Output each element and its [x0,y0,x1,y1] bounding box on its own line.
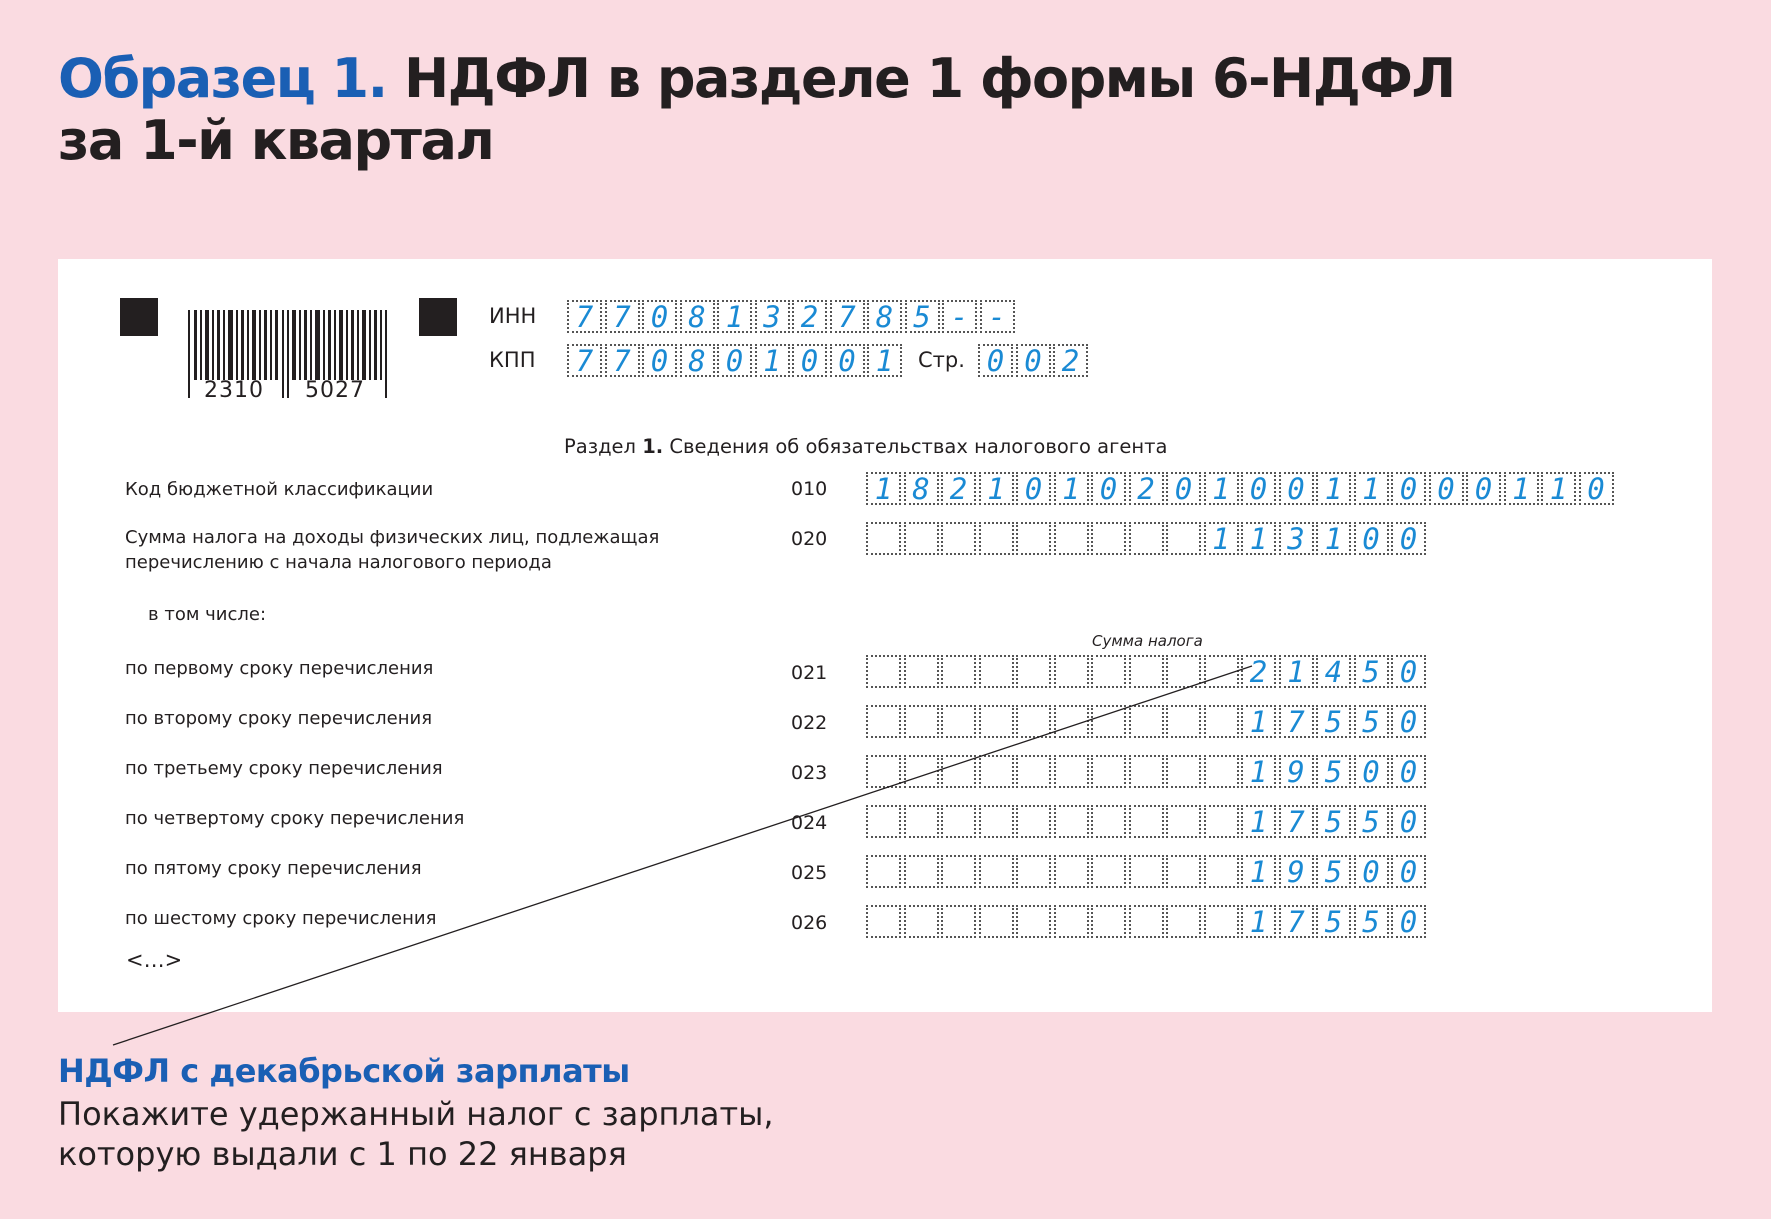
sum-label-line2: перечислению с начала налогового периода [125,552,552,573]
digit-cell[interactable]: 0 [1279,472,1314,505]
term-label: по пятому сроку перечисления [125,858,422,879]
digit-cell[interactable]: 5 [1354,905,1389,938]
digit-cell[interactable]: 2 [1129,472,1164,505]
digit-cell[interactable]: 1 [1241,755,1276,788]
digit-cell[interactable]: 1 [1204,522,1239,555]
digit-cell[interactable]: 0 [1016,472,1051,505]
digit-cell[interactable]: 0 [1091,472,1126,505]
digit-cell[interactable]: 5 [905,300,940,333]
digit-cell[interactable]: 0 [1016,344,1051,377]
digit-cell[interactable]: 7 [1279,905,1314,938]
tax-sum-note: Сумма налога [1092,632,1203,650]
digit-cell[interactable]: 9 [1279,755,1314,788]
digit-cell[interactable]: 7 [605,300,640,333]
digit-cell[interactable]: 5 [1316,755,1351,788]
digit-cell[interactable]: 7 [567,344,602,377]
barcode-number-right: 5027 [305,378,365,403]
digit-cell[interactable]: 5 [1354,655,1389,688]
digit-cell[interactable]: 1 [1316,472,1351,505]
term-code: 024 [791,812,828,834]
digit-cell[interactable]: 2 [1241,655,1276,688]
callout-text-line2: которую выдали с 1 по 22 января [58,1135,627,1173]
digit-cell[interactable]: 0 [1354,855,1389,888]
digit-cell[interactable]: 0 [1391,805,1426,838]
digit-cell[interactable]: 0 [1391,905,1426,938]
digit-cell[interactable]: 0 [1579,472,1614,505]
kpp-label: КПП [489,348,536,372]
digit-cell[interactable]: 8 [904,472,939,505]
section-title-prefix: Раздел [564,435,643,458]
sum-label-line1: Сумма налога на доходы физических лиц, подлежащая [125,527,660,548]
digit-cell[interactable]: 7 [567,300,602,333]
section-title-number: 1. [642,435,664,458]
digit-cell[interactable]: 1 [1241,905,1276,938]
kbk-label: Код бюджетной классификации [125,479,434,500]
title-accent: Образец 1. [58,47,387,110]
digit-cell[interactable]: 1 [1354,472,1389,505]
callout-title: НДФЛ с декабрьской зарплаты [58,1052,630,1090]
term-code: 026 [791,912,828,934]
digit-cell[interactable]: - [980,300,1015,333]
digit-cell[interactable]: 2 [941,472,976,505]
digit-cell[interactable]: 5 [1316,805,1351,838]
digit-cell[interactable]: 0 [1391,472,1426,505]
digit-cell[interactable]: 7 [1279,805,1314,838]
digit-cell[interactable]: 0 [717,344,752,377]
digit-cell[interactable]: 7 [830,300,865,333]
digit-cell[interactable]: 0 [978,344,1013,377]
inn-label: ИНН [489,304,537,328]
digit-cell[interactable]: 8 [867,300,902,333]
digit-cell[interactable]: 8 [680,300,715,333]
sum-code: 020 [791,528,828,550]
term-code: 023 [791,762,828,784]
digit-cell[interactable]: 0 [1429,472,1464,505]
digit-cell[interactable]: 9 [1279,855,1314,888]
kbk-code: 010 [791,478,828,500]
callout-text-line1: Покажите удержанный налог с зарплаты, [58,1095,774,1133]
section-title-rest: Сведения об обязательствах налогового агента [663,435,1168,458]
digit-cell[interactable]: 1 [1316,522,1351,555]
digit-cell[interactable]: 1 [1241,805,1276,838]
digit-cell[interactable]: 1 [979,472,1014,505]
digit-cell[interactable]: 0 [1354,522,1389,555]
digit-cell[interactable]: 5 [1354,805,1389,838]
digit-cell[interactable]: 1 [1054,472,1089,505]
digit-cell[interactable]: 5 [1316,905,1351,938]
digit-cell[interactable]: 1 [1241,855,1276,888]
digit-cell[interactable]: - [942,300,977,333]
term-label: по третьему сроку перечисления [125,758,443,779]
including-label: в том числе: [148,604,267,625]
digit-cell[interactable]: 3 [755,300,790,333]
ellipsis: <…> [126,948,183,972]
digit-cell[interactable]: 0 [792,344,827,377]
digit-cell[interactable]: 0 [1391,755,1426,788]
term-label: по шестому сроку перечисления [125,908,437,929]
digit-cell[interactable]: 1 [1541,472,1576,505]
term-label: по четвертому сроку перечисления [125,808,465,829]
term-label: по первому сроку перечисления [125,658,434,679]
digit-cell[interactable]: 1 [866,472,901,505]
digit-cell[interactable]: 1 [1241,522,1276,555]
digit-cell[interactable]: 3 [1279,522,1314,555]
digit-cell[interactable]: 0 [830,344,865,377]
digit-cell[interactable]: 7 [605,344,640,377]
digit-cell[interactable]: 0 [1391,522,1426,555]
title-main: НДФЛ в разделе 1 формы 6-НДФЛ [403,47,1455,110]
digit-cell[interactable]: 1 [755,344,790,377]
digit-cell[interactable]: 1 [1504,472,1539,505]
digit-cell[interactable]: 7 [1279,705,1314,738]
digit-cell[interactable]: 0 [1391,655,1426,688]
digit-cell[interactable]: 0 [1241,472,1276,505]
term-label: по второму сроку перечисления [125,708,433,729]
term-code: 025 [791,862,828,884]
digit-cell[interactable]: 5 [1354,705,1389,738]
term-code: 021 [791,662,828,684]
digit-cell[interactable]: 1 [1204,472,1239,505]
digit-cell[interactable]: 8 [680,344,715,377]
digit-cell[interactable]: 5 [1316,855,1351,888]
digit-cell[interactable]: 0 [1391,855,1426,888]
term-code: 022 [791,712,828,734]
digit-cell[interactable]: 2 [1053,344,1088,377]
digit-cell[interactable]: 0 [1166,472,1201,505]
digit-cell[interactable]: 5 [1316,705,1351,738]
digit-cell[interactable]: 1 [1241,705,1276,738]
digit-cell[interactable]: 2 [792,300,827,333]
digit-cell[interactable]: 1 [1279,655,1314,688]
digit-cell[interactable]: 1 [717,300,752,333]
title-line2: за 1-й квартал [58,109,494,172]
page-label: Стр. [918,348,965,372]
barcode-number-left: 2310 [204,378,264,403]
digit-cell[interactable]: 0 [1391,705,1426,738]
digit-cell[interactable]: 4 [1316,655,1351,688]
callout-text [58,1094,774,1174]
digit-cell[interactable]: 0 [1466,472,1501,505]
digit-cell[interactable]: 0 [642,300,677,333]
digit-cell[interactable]: 0 [1354,755,1389,788]
digit-cell[interactable]: 1 [867,344,902,377]
digit-cell[interactable]: 0 [642,344,677,377]
